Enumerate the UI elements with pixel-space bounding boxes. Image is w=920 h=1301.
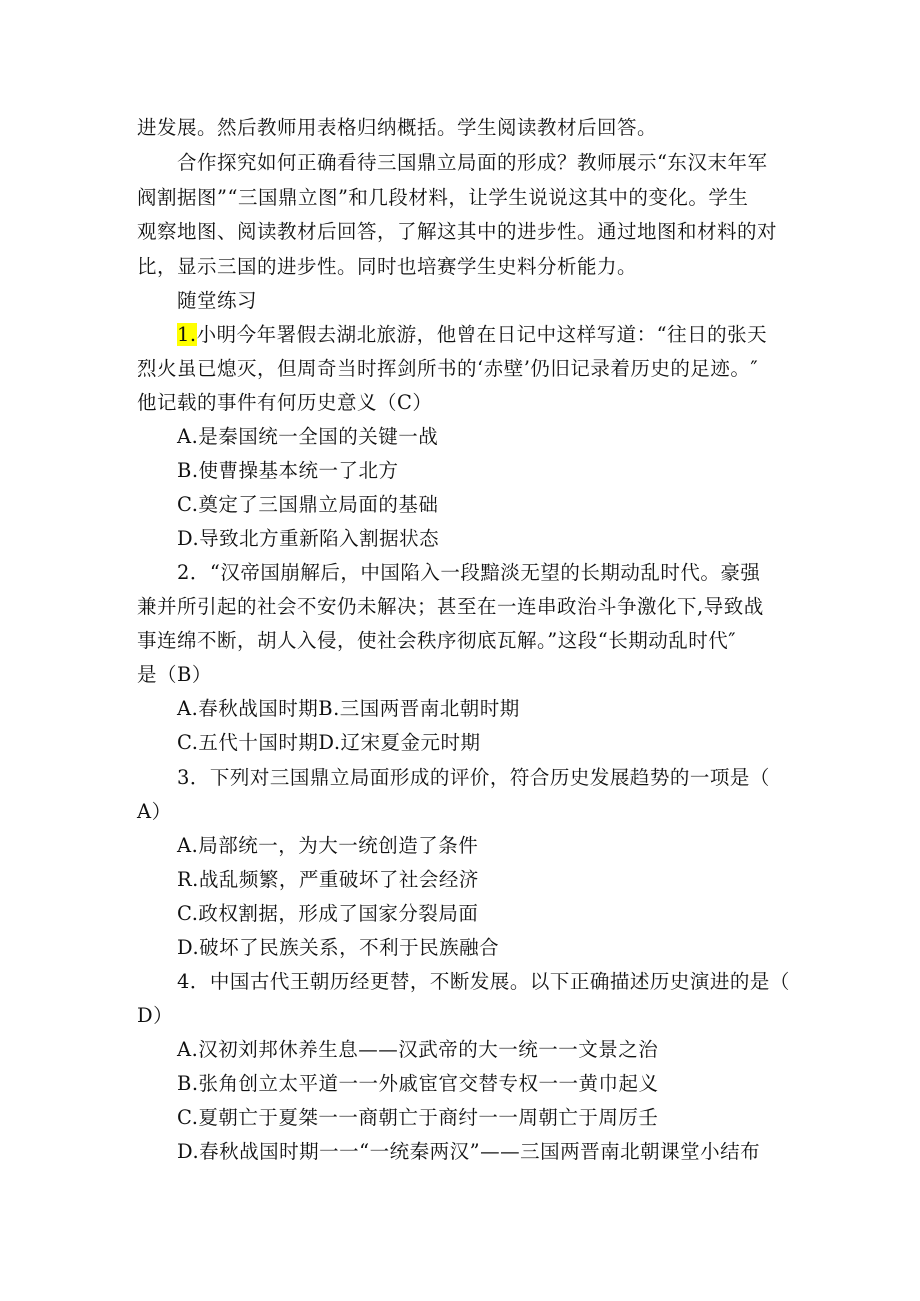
q4-option-a: A.汉初刘邦休养生息——汉武帝的大一统一一文景之治	[177, 1038, 659, 1061]
q1-line-3: 他记载的事件有何历史意义（C）	[137, 391, 433, 414]
section-title: 随堂练习	[177, 289, 258, 312]
q1-option-c: C.奠定了三国鼎立局面的基础	[177, 493, 439, 516]
q2-option-ab: A.春秋战国时期B.三国两晋南北朝时期	[177, 697, 520, 720]
q2-line-2: 兼并所引起的社会不安仍未解决；甚至在一连串政治斗争激化下,导致战	[137, 595, 764, 618]
q4-option-c: C.夏朝亡于夏桀一一商朝亡于商纣一一周朝亡于周厉壬	[177, 1106, 659, 1129]
q4-option-b: B.张角创立太平道一一外戚宦官交替专权一一黄巾起义	[177, 1072, 659, 1095]
q4-option-d: D.春秋战国时期一一“一统秦两汉”——三国两晋南北朝课堂小结布	[177, 1140, 761, 1163]
q3-line-1: 3．下列对三国鼎立局面形成的评价，符合历史发展趋势的一项是（	[177, 766, 770, 789]
q2-line-4: 是（B）	[137, 663, 212, 686]
q4-line-1: 4．中国古代王朝历经更替，不断发展。以下正确描述历史演进的是（	[177, 970, 790, 993]
q2-option-cd: C.五代十国时期D.辽宋夏金元时期	[177, 731, 481, 754]
q2-line-1: 2．“汉帝国崩解后，中国陷入一段黯淡无望的长期动乱时代。豪强	[177, 561, 761, 584]
intro-line-3: 阀割据图”“三国鼎立图”和几段材料，让学生说说这其中的变化。学生	[137, 186, 749, 209]
q3-line-2: A）	[137, 800, 172, 823]
q4-line-2: D）	[137, 1004, 174, 1027]
intro-line-4: 观察地图、阅读教材后回答，了解这其中的进步性。通过地图和材料的对	[137, 220, 778, 243]
q3-option-a: A.局部统一，为大一统创造了条件	[177, 834, 479, 857]
q1-stem-1: 小明今年署假去湖北旅游，他曾在日记中这样写道：“往日的张天	[196, 323, 768, 346]
intro-line-5: 比，显示三国的进步性。同时也培赛学生史料分析能力。	[137, 255, 638, 278]
intro-line-1: 进发展。然后教师用表格归纳概括。学生阅读教材后回答。	[137, 116, 658, 139]
q1-line-2: 烈火虽已熄灭，但周奇当时挥剑所书的‘赤壁’仍旧记录着历史的足迹。″	[137, 357, 759, 380]
q1-option-a: A.是秦国统一全国的关键一战	[177, 425, 439, 448]
q3-option-c: C.政权割据，形成了国家分裂局面	[177, 902, 479, 925]
q1-option-d: D.导致北方重新陷入割据状态	[177, 527, 440, 550]
q1-line-1	[177, 323, 767, 347]
q3-option-b: R.战乱频繁，严重破坏了社会经济	[177, 868, 479, 891]
q1-number-highlight: 1.	[177, 323, 197, 346]
q1-option-b: B.使曹操基本统一了北方	[177, 459, 399, 482]
q3-option-d: D.破坏了民族关系，不利于民族融合	[177, 936, 500, 959]
q2-line-3: 事连绵不断，胡人入侵，使社会秩序彻底瓦解。”这段“长期动乱时代″	[137, 629, 736, 652]
intro-line-2: 合作探究如何正确看待三国鼎立局面的形成？教师展示“东汉末年军	[177, 151, 768, 174]
